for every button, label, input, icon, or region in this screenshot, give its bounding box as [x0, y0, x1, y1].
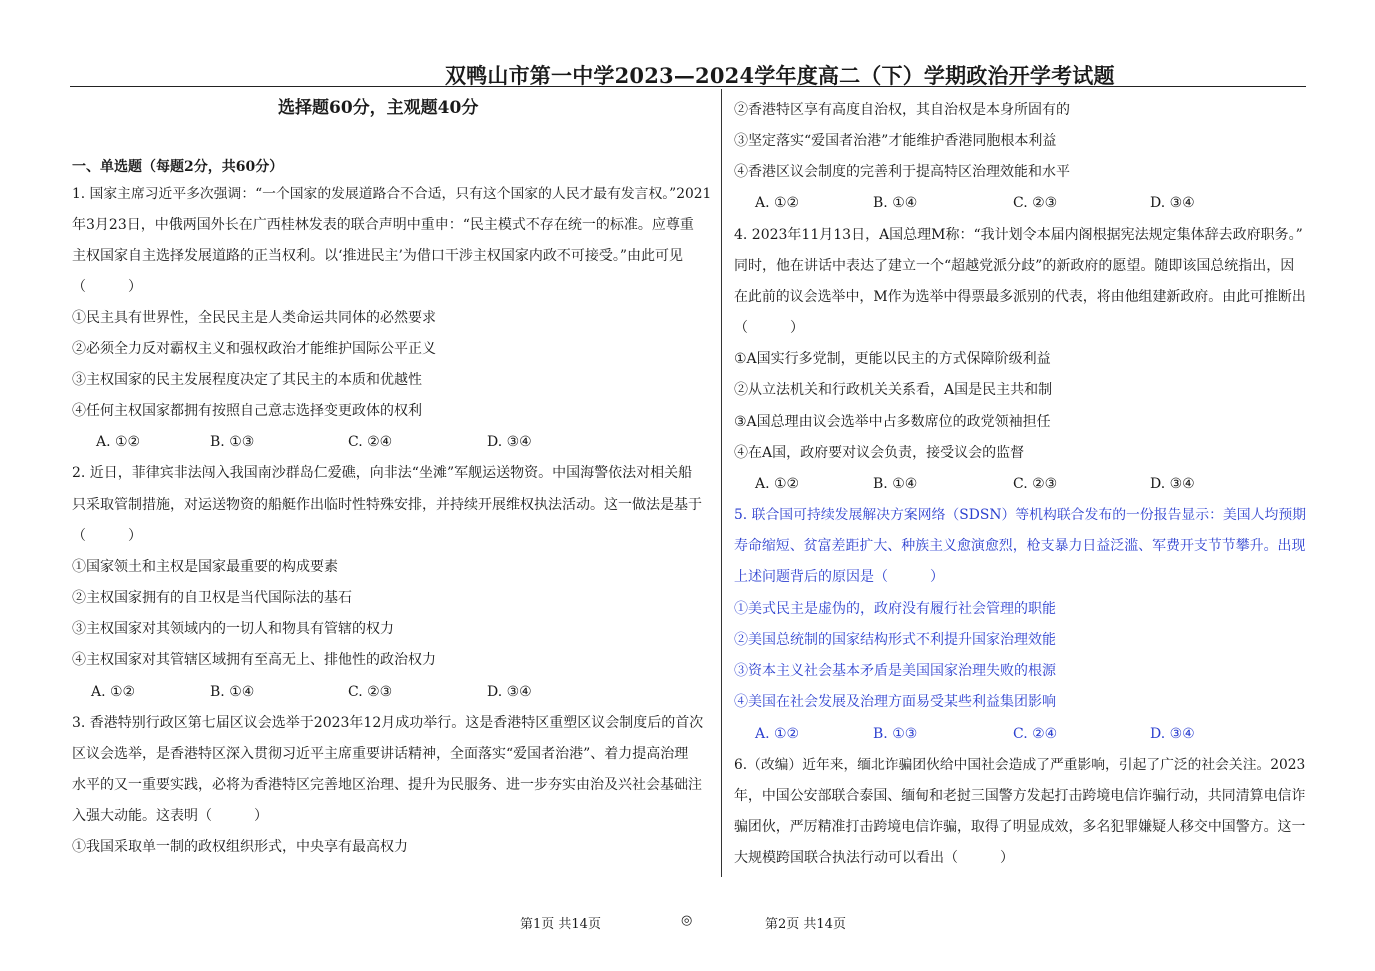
- q2-statement: ③主权国家对其领域内的一切人和物具有管辖的权力: [72, 621, 394, 637]
- q2-stem-line: （ ）: [72, 528, 142, 544]
- q1-stem-line: （ ）: [72, 279, 142, 295]
- q4-statement: ①A国实行多党制，更能以民主的方式保障阶级利益: [734, 351, 1051, 367]
- q6-stem-line: 大规模跨国联合执法行动可以看出（ ）: [734, 850, 1014, 866]
- q3-statement: ①我国采取单一制的政权组织形式，中央享有最高权力: [72, 839, 408, 855]
- q3-stem-line: 水平的又一重要实践，必将为香港特区完善地区治理、提升为民服务、进一步夯实由治及兴社会基础注: [72, 777, 702, 793]
- footer-mark-icon: ◎: [681, 913, 693, 928]
- q5-statement: ③资本主义社会基本矛盾是美国国家治理失败的根源: [734, 663, 1056, 679]
- q4-option-d: D. ③④: [1150, 476, 1195, 492]
- q6-stem-line: 年，中国公安部联合泰国、缅甸和老挝三国警方发起打击跨境电信诈骗行动，共同清算电信诈: [734, 788, 1306, 804]
- q3-option-b: B. ①④: [873, 195, 918, 211]
- q4-stem-line: 4. 2023年11月13日，A国总理M称：“我计划令本届内阁根据宪法规定集体辞去政府职务。”: [734, 227, 1303, 243]
- exam-title: 双鸭山市第一中学2023—2024学年度高二（下）学期政治开学考试题: [445, 63, 1115, 88]
- header-rule: [70, 86, 1306, 87]
- q4-statement: ③A国总理由议会选举中占多数席位的政党领袖担任: [734, 414, 1051, 430]
- q2-statement: ①国家领土和主权是国家最重要的构成要素: [72, 559, 338, 575]
- q2-stem-line: 2. 近日，菲律宾非法闯入我国南沙群岛仁爱礁，向非法“坐滩”军舰运送物资。中国海警依法对相关船: [72, 465, 693, 481]
- q1-option-c: C. ②④: [348, 434, 393, 450]
- q4-option-b: B. ①④: [873, 476, 918, 492]
- q2-option-c: C. ②③: [348, 684, 393, 700]
- q6-stem-line: 6.（改编）近年来，缅北诈骗团伙给中国社会造成了严重影响，引起了广泛的社会关注。2023: [734, 757, 1306, 773]
- q1-option-d: D. ③④: [487, 434, 532, 450]
- q5-statement: ①美式民主是虚伪的，政府没有履行社会管理的职能: [734, 601, 1056, 617]
- q1-option-b: B. ①③: [210, 434, 255, 450]
- q2-option-d: D. ③④: [487, 684, 532, 700]
- q3-statement: ③坚定落实“爱国者治港”才能维护香港同胞根本利益: [734, 133, 1057, 149]
- q5-option-b: B. ①③: [873, 726, 918, 742]
- q4-option-c: C. ②③: [1013, 476, 1058, 492]
- q4-stem-line: （ ）: [734, 320, 804, 336]
- q4-stem-line: 在此前的议会选举中，M作为选举中得票最多派别的代表，将由他组建新政府。由此可推断出: [734, 289, 1306, 305]
- q3-stem-line: 3. 香港特别行政区第七届区议会选举于2023年12月成功举行。这是香港特区重塑区议会制度后的首次: [72, 715, 704, 731]
- q4-statement: ④在A国，政府要对议会负责，接受议会的监督: [734, 445, 1025, 461]
- q3-stem-line: 入强大动能。这表明（ ）: [72, 808, 268, 824]
- page-number-left: 第1页 共14页: [520, 917, 601, 932]
- q5-option-d: D. ③④: [1150, 726, 1195, 742]
- q3-statement: ④香港区议会制度的完善利于提高特区治理效能和水平: [734, 164, 1070, 180]
- q2-option-b: B. ①④: [210, 684, 255, 700]
- q1-statement: ②必须全力反对霸权主义和强权政治才能维护国际公平正义: [72, 341, 436, 357]
- q1-stem-line: 年3月23日，中俄两国外长在广西桂林发表的联合声明中重申：“民主模式不存在统一的标准。应尊重: [72, 217, 694, 233]
- q1-stem-line: 主权国家自主选择发展道路的正当权利。以‘推进民主’为借口干涉主权国家内政不可接受。”由此可见: [72, 248, 684, 264]
- q2-statement: ②主权国家拥有的自卫权是当代国际法的基石: [72, 590, 352, 606]
- q1-statement: ④任何主权国家都拥有按照自己意志选择变更政体的权利: [72, 403, 422, 419]
- q3-statement: ②香港特区享有高度自治权，其自治权是本身所固有的: [734, 102, 1070, 118]
- q5-statement: ②美国总统制的国家结构形式不利提升国家治理效能: [734, 632, 1056, 648]
- q4-statement: ②从立法机关和行政机关关系看，A国是民主共和制: [734, 382, 1053, 398]
- q1-option-a: A. ①②: [96, 434, 141, 450]
- score-subtitle: 选择题60分，主观题40分: [278, 98, 479, 118]
- q3-option-c: C. ②③: [1013, 195, 1058, 211]
- q3-option-a: A. ①②: [755, 195, 800, 211]
- q5-statement: ④美国在社会发展及治理方面易受某些利益集团影响: [734, 694, 1056, 710]
- q5-option-c: C. ②④: [1013, 726, 1058, 742]
- q2-stem-line: 只采取管制措施，对运送物资的船艇作出临时性特殊安排，并持续开展维权执法活动。这一做法是基于: [72, 497, 702, 513]
- column-divider: [721, 89, 722, 877]
- q5-stem-line: 寿命缩短、贫富差距扩大、种族主义愈演愈烈，枪支暴力日益泛滥、军费开支节节攀升。出现: [734, 538, 1306, 554]
- q3-option-d: D. ③④: [1150, 195, 1195, 211]
- q1-statement: ③主权国家的民主发展程度决定了其民主的本质和优越性: [72, 372, 422, 388]
- q5-option-a: A. ①②: [755, 726, 800, 742]
- section-heading: 一、单选题（每题2分，共60分）: [72, 159, 284, 175]
- q2-statement: ④主权国家对其管辖区域拥有至高无上、排他性的政治权力: [72, 652, 436, 668]
- q4-option-a: A. ①②: [755, 476, 800, 492]
- q1-stem-line: 1. 国家主席习近平多次强调：“一个国家的发展道路合不合适，只有这个国家的人民才最有发言权。”2021: [72, 186, 712, 202]
- q4-stem-line: 同时，他在讲话中表达了建立一个“超越党派分歧”的新政府的愿望。随即该国总统指出，因: [734, 258, 1295, 274]
- q5-stem-line: 5. 联合国可持续发展解决方案网络（SDSN）等机构联合发布的一份报告显示：美国人均预期: [734, 507, 1307, 523]
- q2-option-a: A. ①②: [91, 684, 136, 700]
- q1-statement: ①民主具有世界性，全民民主是人类命运共同体的必然要求: [72, 310, 436, 326]
- q3-stem-line: 区议会选举，是香港特区深入贯彻习近平主席重要讲话精神，全面落实“爱国者治港”、着力提高治理: [72, 746, 689, 762]
- q6-stem-line: 骗团伙，严厉精准打击跨境电信诈骗，取得了明显成效，多名犯罪嫌疑人移交中国警方。这一: [734, 819, 1306, 835]
- page-number-right: 第2页 共14页: [765, 917, 846, 932]
- q5-stem-line: 上述问题背后的原因是（ ）: [734, 569, 944, 585]
